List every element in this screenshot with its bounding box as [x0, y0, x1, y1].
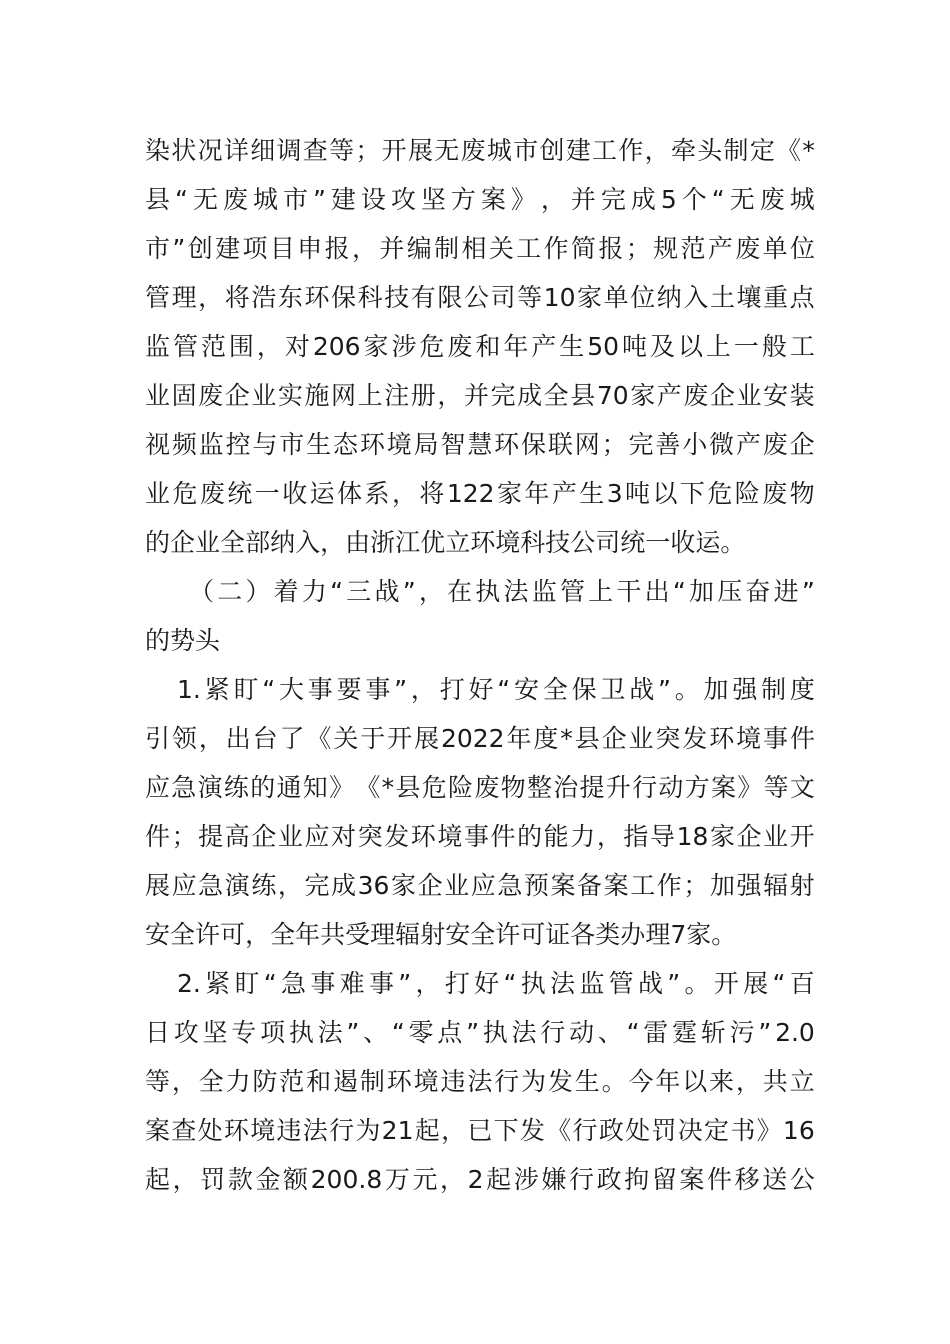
text-line: 件 ； 提 高 企 业 应 对 突 发 环 境 事 件 的 能 力 ， 指 导 18 家 企 业 开 [145, 822, 815, 851]
text-line: 监 管 范 围 ， 对 206 家 涉 危 废 和 年 产 生 50 吨 及 以 上 一 般 工 [145, 332, 815, 361]
text-line: 等 ， 全 力 防 范 和 遏 制 环 境 违 法 行 为 发 生 。 今 年 以 来 ， 共 立 [145, 1067, 815, 1096]
section-heading: （ 二 ） 着 力 “ 三 战 ” ， 在 执 法 监 管 上 干 出 “ 加 压 奋 进 ” [189, 577, 815, 606]
text-line: 2. 紧 盯 “ 急 事 难 事 ” ， 打 好 “ 执 法 监 管 战 ” 。 开 展 “ 百 [177, 969, 815, 998]
text-line: 起 ， 罚 款 金 额 200.8 万 元 ， 2 起 涉 嫌 行 政 拘 留 案 件 移 送 公 [145, 1165, 815, 1194]
text-line: 染 状 况 详 细 调 查 等 ； 开 展 无 废 城 市 创 建 工 作 ， 牵 头 制 定 《 * [145, 136, 815, 165]
body-text [145, 126, 815, 1204]
text-line: 业 固 废 企 业 实 施 网 上 注 册 ， 并 完 成 全 县 70 家 产 废 企 业 安 装 [145, 381, 815, 410]
text-line: 日 攻 坚 专 项 执 法 ” 、 “ 零 点 ” 执 法 行 动 、 “ 雷 霆 斩 污 ” 2.0 [145, 1018, 815, 1047]
text-line: 引 领 ， 出 台 了 《 关 于 开 展 2022 年 度 * 县 企 业 突 发 环 境 事 件 [145, 724, 815, 753]
text-line: 1. 紧 盯 “ 大 事 要 事 ” ， 打 好 “ 安 全 保 卫 战 ” 。 加 强 制 度 [177, 675, 815, 704]
section-heading: 的 势 头 [145, 626, 221, 655]
text-line: 市 ” 创 建 项 目 申 报 ， 并 编 制 相 关 工 作 简 报 ； 规 范 产 废 单 位 [145, 234, 815, 263]
text-line: 管 理 ， 将 浩 东 环 保 科 技 有 限 公 司 等 10 家 单 位 纳 入 土 壤 重 点 [145, 283, 815, 312]
text-line: 业 危 废 统 一 收 运 体 系 ， 将 122 家 年 产 生 3 吨 以 下 危 险 废 物 [145, 479, 815, 508]
text-line: 展 应 急 演 练 ， 完 成 36 家 企 业 应 急 预 案 备 案 工 作 ； 加 强 辐 射 [145, 871, 815, 900]
text-line: 的 企 业 全 部 纳 入 ， 由 浙 江 优 立 环 境 科 技 公 司 统 一 收 运 。 [145, 528, 746, 557]
text-line: 安 全 许 可 ， 全 年 共 受 理 辐 射 安 全 许 可 证 各 类 办 理 7 家 。 [145, 920, 737, 949]
text-line: 县 “ 无 废 城 市 ” 建 设 攻 坚 方 案 》 ， 并 完 成 5 个 “ 无 废 城 [145, 185, 815, 214]
text-line: 应 急 演 练 的 通 知 》 《 * 县 危 险 废 物 整 治 提 升 行 动 方 案 》 等 文 [145, 773, 815, 802]
text-line: 视 频 监 控 与 市 生 态 环 境 局 智 慧 环 保 联 网 ； 完 善 小 微 产 废 企 [145, 430, 815, 459]
text-line: 案 查 处 环 境 违 法 行 为 21 起 ， 已 下 发 《 行 政 处 罚 决 定 书 》 16 [145, 1116, 815, 1145]
